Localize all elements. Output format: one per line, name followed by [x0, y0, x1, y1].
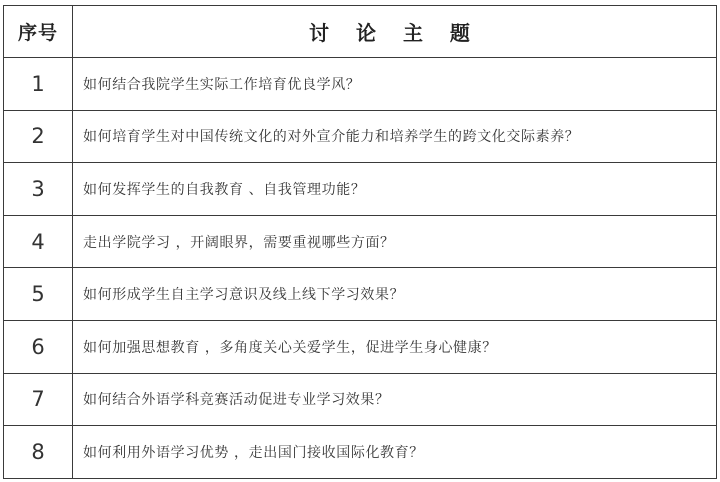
row-topic: 如何形成学生自主学习意识及线上线下学习效果？: [73, 268, 717, 321]
discussion-topics-table-container: [3, 5, 716, 478]
table-row: [4, 268, 717, 321]
row-topic: 如何发挥学生的自我教育 、自我管理功能？: [73, 163, 717, 216]
header-row: [4, 6, 717, 58]
row-number: 7: [4, 373, 73, 426]
table-row: [4, 163, 717, 216]
table-row: [4, 58, 717, 111]
row-number: 3: [4, 163, 73, 216]
header-number: 序号: [4, 6, 73, 58]
table-row: [4, 110, 717, 163]
row-number: 1: [4, 58, 73, 111]
row-topic: 如何利用外语学习优势 ，走出国门接收国际化教育？: [73, 426, 717, 479]
row-number: 4: [4, 215, 73, 268]
row-number: 2: [4, 110, 73, 163]
table-row: [4, 215, 717, 268]
row-number: 6: [4, 320, 73, 373]
row-topic: 如何结合外语学科竞赛活动促进专业学习效果？: [73, 373, 717, 426]
discussion-topics-table: [3, 5, 717, 479]
row-topic: 走出学院学习 ，开阔眼界，需要重视哪些方面？: [73, 215, 717, 268]
table-row: [4, 320, 717, 373]
table-row: [4, 426, 717, 479]
table-row: [4, 373, 717, 426]
header-topic: 讨 论 主 题: [73, 6, 717, 58]
row-topic: 如何加强思想教育 ，多角度关心关爱学生，促进学生身心健康？: [73, 320, 717, 373]
row-topic: 如何培育学生对中国传统文化的对外宣介能力和培养学生的跨文化交际素养？: [73, 110, 717, 163]
row-number: 5: [4, 268, 73, 321]
row-number: 8: [4, 426, 73, 479]
row-topic: 如何结合我院学生实际工作培育优良学风？: [73, 58, 717, 111]
